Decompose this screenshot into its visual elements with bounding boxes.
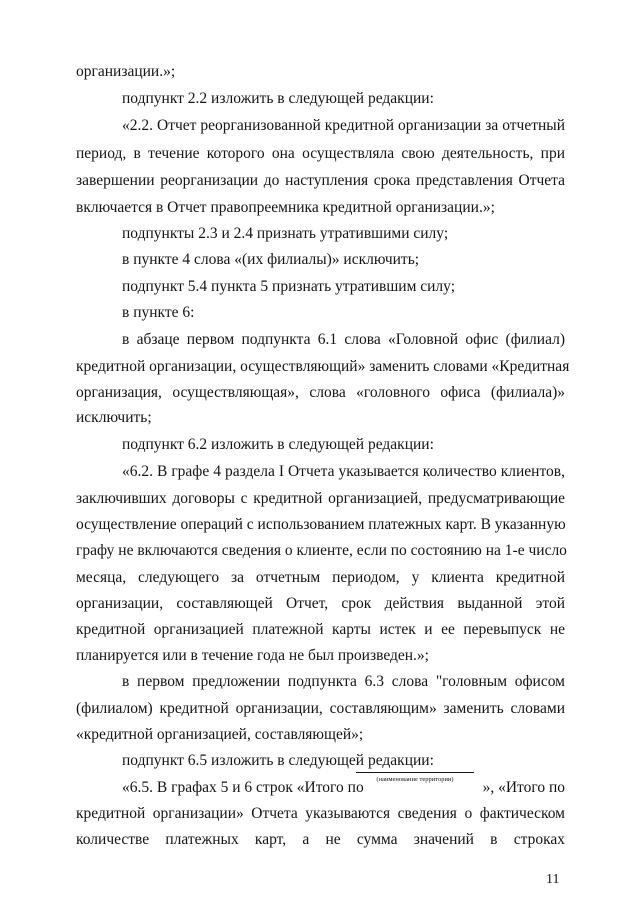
text-line: подпункты 2.3 и 2.4 признать утратившими силу; — [122, 225, 449, 242]
text-line: подпункт 5.4 пункта 5 признать утратившим силу; — [122, 278, 456, 295]
text-line: «кредитной организацией, составляющей»; — [76, 726, 364, 743]
text-line: в абзаце первом подпункта 6.1 слова «Головной офис (филиал) — [122, 331, 565, 348]
text-line: организации, составляющей Отчет, срок действия выданной этой — [76, 595, 565, 612]
text-line: кредитной организации» Отчета указываются сведения о фактическом — [76, 805, 565, 822]
fill-in-blank-line — [356, 772, 474, 773]
text-line: «2.2. Отчет реорганизованной кредитной организации за отчетный — [122, 117, 565, 134]
text-line: в пункте 4 слова «(их филиалы)» исключить; — [122, 251, 420, 268]
text-line: подпункт 6.5 изложить в следующей редакции: — [122, 752, 434, 769]
text-line: планируется или в течение года не был произведен.»; — [76, 647, 429, 664]
text-line: заключивших договоры с кредитной организацией, предусматривающие — [76, 490, 565, 507]
text-line: осуществление операций с использованием платежных карт. В указанную — [76, 516, 566, 533]
blank-caption: (наименование территории) — [376, 776, 454, 783]
text-line: кредитной организацией платежной карты истек и ее перевыпуск не — [76, 621, 565, 638]
text-line: завершении реорганизации до наступления срока представления Отчета — [76, 172, 565, 189]
text-line: организация, осуществляющая», слова «головного офиса (филиала)» — [76, 384, 565, 401]
page-number: 11 — [546, 872, 560, 887]
text-line: графу не включаются сведения о клиенте, если по состоянию на 1-е число — [76, 542, 567, 559]
text-line: подпункт 6.2 изложить в следующей редакции: — [122, 436, 434, 453]
text-line: «6.2. В графе 4 раздела I Отчета указывается количество клиентов, — [122, 463, 565, 480]
text-line: в пункте 6: — [122, 304, 195, 321]
text-line: количестве платежных карт, а не сумма значений в строках — [76, 831, 565, 848]
text-line: месяца, следующего за отчетным периодом, у клиента кредитной — [76, 569, 565, 586]
text-line-end: », «Итого по — [482, 779, 565, 796]
text-line: период, в течение которого она осуществляла свою деятельность, при — [76, 145, 565, 162]
text-line: организации.»; — [76, 63, 176, 80]
text-line: исключить; — [76, 409, 152, 426]
text-line: в первом предложении подпункта 6.3 слова "головным офисом — [122, 673, 565, 690]
text-line: (филиалом) кредитной организации, составляющим» заменить словами — [76, 700, 565, 717]
text-line: подпункт 2.2 изложить в следующей редакции: — [122, 90, 434, 107]
text-line: кредитной организации, осуществляющий» заменить словами «Кредитная — [76, 358, 570, 375]
text-line-start: «6.5. В графах 5 и 6 строк «Итого по — [122, 779, 364, 796]
text-line: включается в Отчет правопреемника кредитной организации.»; — [76, 199, 495, 216]
